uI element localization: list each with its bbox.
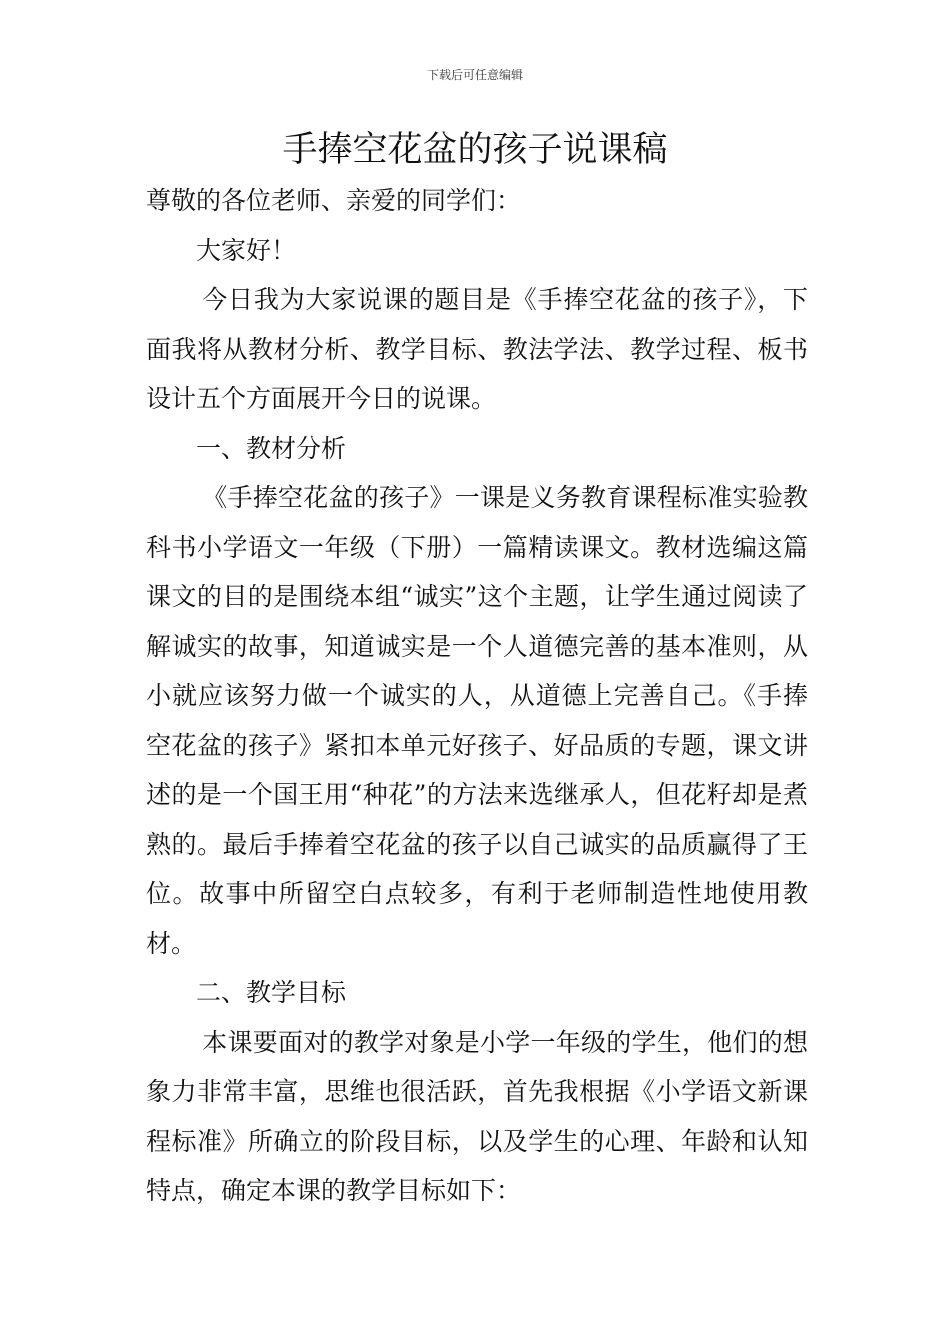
header-note: 下载后可任意编辑	[426, 68, 523, 82]
document-title: 手捧空花盆的孩子说课稿	[282, 130, 668, 170]
intro-paragraph: 今日我为大家说课的题目是《手捧空花盆的孩子》，下面我将从教材分析、教学目标、教法学法、教学过程、板书设计五个方面展开今日的说课。	[146, 285, 808, 413]
document-body	[146, 176, 808, 1216]
section-heading-teaching-goals: 二、教学目标	[196, 978, 347, 1007]
hello-paragraph: 大家好！	[196, 235, 297, 265]
section-heading-textbook-analysis: 一、教材分析	[196, 433, 347, 463]
textbook-analysis-paragraph: 《手捧空花盆的孩子》一课是义务教育课程标准实验教科书小学语文一年级（下册）一篇精读课文。教材选编这篇课文的目的是围绕本组“诚实”这个主题，让学生通过阅读了解诚实的故事，知道诚实是一个人道德完善的基本准则，从小就应该努力做一个诚实的人，从道德上完善自己。《手捧空花盆的孩子》紧扣本单元好孩子、好品质的专题，课文讲述的是一个国王用“种花”的方法来选继承人，但花籽却是煮熟的。最后手捧着空花盆的孩子以自己诚实的品质赢得了王位。故事中所留空白点较多，有利于老师制造性地使用教材。	[146, 483, 808, 958]
teaching-goals-paragraph: 本课要面对的教学对象是小学一年级的学生，他们的想象力非常丰富，思维也很活跃，首先我根据《小学语文新课程标准》所确立的阶段目标，以及学生的心理、年龄和认知特点，确定本课的教学目标如下：	[146, 1027, 808, 1205]
greeting-paragraph: 尊敬的各位老师、亲爱的同学们：	[146, 186, 522, 215]
